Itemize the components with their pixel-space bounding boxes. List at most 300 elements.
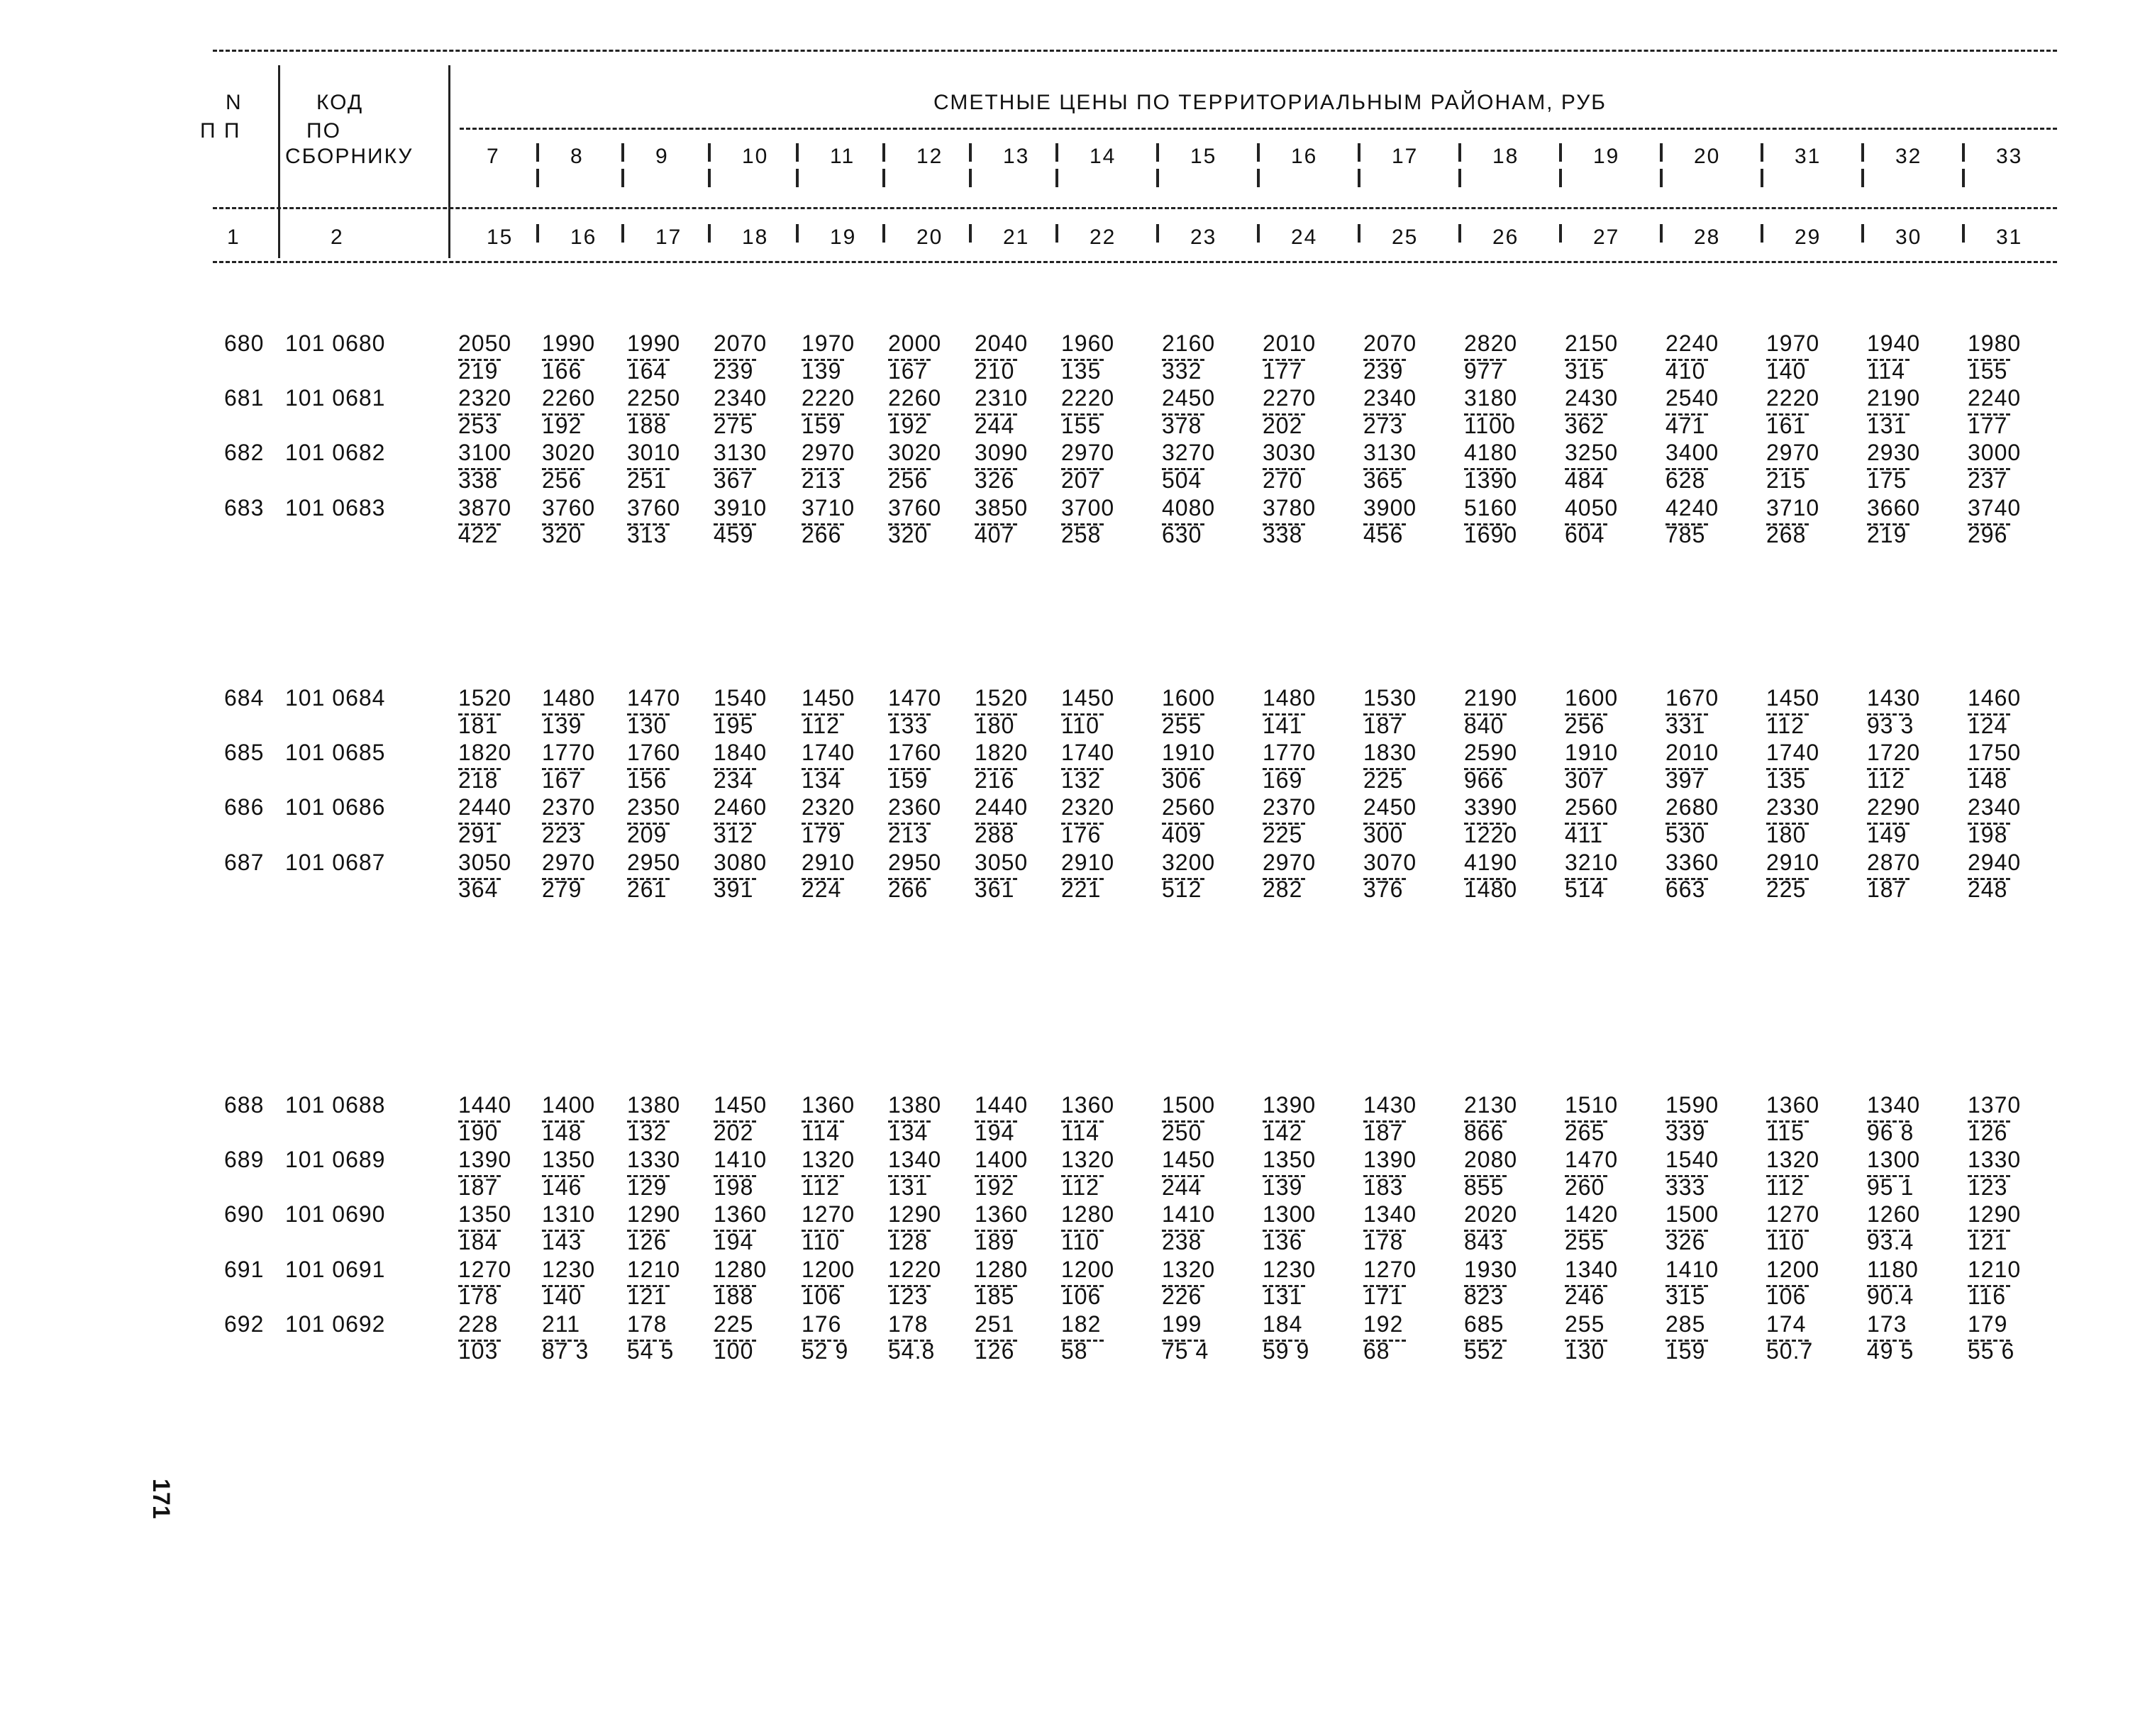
table-cell: 1350: [542, 1147, 596, 1173]
item-number: 687: [224, 849, 265, 875]
table-cell: 139: [542, 712, 582, 738]
table-cell: 2150: [1565, 330, 1619, 356]
header-cell-divider: [1055, 143, 1058, 162]
table-cell: 114: [802, 1119, 841, 1145]
district-label-31: 31: [1795, 145, 1822, 168]
column-number-17: 17: [655, 226, 682, 249]
table-cell: 1530: [1363, 685, 1417, 711]
table-cell: 3000: [1968, 440, 2022, 466]
table-cell: 59 9: [1263, 1338, 1310, 1364]
table-cell: 210: [975, 357, 1015, 384]
column-number-29: 29: [1795, 226, 1822, 249]
table-cell: 2070: [1363, 330, 1417, 356]
table-cell: 142: [1263, 1119, 1303, 1145]
table-cell: 2130: [1464, 1092, 1518, 1118]
table-cell: 190: [458, 1119, 499, 1145]
header-cell-divider: [1055, 224, 1058, 243]
table-cell: 2360: [888, 794, 942, 820]
table-cell: 215: [1766, 467, 1807, 493]
header-cell-divider: [882, 169, 885, 187]
header-cell-divider: [621, 143, 624, 162]
table-cell: 114: [1061, 1119, 1100, 1145]
table-cell: 159: [802, 412, 842, 438]
table-cell: 93 3: [1867, 712, 1914, 738]
table-cell: 2070: [714, 330, 767, 356]
table-cell: 1270: [458, 1256, 512, 1282]
table-cell: 95 1: [1867, 1174, 1914, 1200]
table-cell: 54.8: [888, 1338, 936, 1364]
table-cell: 1230: [1263, 1256, 1317, 1282]
table-cell: 1350: [458, 1201, 512, 1228]
table-cell: 155: [1061, 412, 1102, 438]
table-cell: 3710: [1766, 494, 1820, 521]
table-cell: 176: [1061, 822, 1102, 847]
table-cell: 552: [1464, 1338, 1504, 1364]
table-cell: 202: [1263, 412, 1303, 438]
header-bottom-rule: [213, 261, 2057, 263]
table-cell: 133: [888, 712, 929, 738]
table-cell: 1320: [1162, 1256, 1216, 1282]
header-cell-divider: [1358, 169, 1360, 187]
header-cell-divider: [1257, 224, 1260, 243]
column-number-18: 18: [742, 226, 769, 249]
table-cell: 362: [1565, 412, 1605, 438]
column-number-30: 30: [1895, 226, 1922, 249]
table-cell: 3760: [542, 494, 596, 521]
table-cell: 338: [1263, 522, 1303, 548]
table-cell: 130: [627, 712, 667, 738]
item-number: 692: [224, 1311, 265, 1337]
table-cell: 300: [1363, 822, 1404, 847]
column-number-22: 22: [1090, 226, 1116, 249]
table-cell: 2190: [1867, 385, 1921, 411]
table-cell: 2220: [1061, 385, 1115, 411]
table-cell: 1280: [975, 1256, 1029, 1282]
table-cell: 218: [458, 767, 499, 793]
table-cell: 194: [714, 1229, 754, 1254]
district-label-19: 19: [1593, 145, 1620, 168]
table-cell: 1970: [1766, 330, 1820, 356]
table-cell: 313: [627, 522, 667, 548]
table-cell: 2560: [1565, 794, 1619, 820]
table-cell: 260: [1565, 1174, 1605, 1200]
table-cell: 110: [1061, 712, 1100, 738]
table-cell: 1290: [888, 1201, 942, 1228]
table-cell: 966: [1464, 767, 1504, 793]
item-code: 101 0686: [285, 794, 386, 820]
table-cell: 2970: [1263, 849, 1317, 875]
table-cell: 219: [458, 357, 499, 384]
table-cell: 315: [1565, 357, 1605, 384]
header-cell-divider: [1458, 224, 1461, 243]
district-label-20: 20: [1694, 145, 1721, 168]
table-cell: 663: [1665, 877, 1706, 903]
table-cell: 855: [1464, 1174, 1504, 1200]
table-cell: 391: [714, 877, 754, 903]
header-cell-divider: [1559, 143, 1562, 162]
table-cell: 228: [458, 1311, 499, 1337]
table-cell: 121: [1968, 1229, 2008, 1254]
table-cell: 173: [1867, 1311, 1907, 1337]
table-cell: 213: [802, 467, 842, 493]
col-po-label: ПО: [306, 119, 341, 143]
table-cell: 166: [542, 357, 582, 384]
table-cell: 3080: [714, 849, 767, 875]
header-cell-divider: [1257, 143, 1260, 162]
table-cell: 1480: [542, 685, 596, 711]
table-cell: 2970: [542, 849, 596, 875]
table-cell: 456: [1363, 522, 1404, 548]
table-cell: 93.4: [1867, 1229, 1914, 1254]
table-cell: 1970: [802, 330, 855, 356]
table-cell: 1740: [802, 740, 855, 766]
district-label-10: 10: [742, 145, 769, 168]
table-cell: 1360: [714, 1201, 767, 1228]
table-cell: 1470: [1565, 1147, 1619, 1173]
table-cell: 1770: [1263, 740, 1317, 766]
table-cell: 1510: [1565, 1092, 1619, 1118]
table-cell: 1340: [1363, 1201, 1417, 1228]
table-cell: 1470: [627, 685, 681, 711]
table-cell: 189: [975, 1229, 1015, 1254]
table-cell: 177: [1968, 412, 2008, 438]
table-cell: 1220: [1464, 822, 1518, 847]
table-cell: 1300: [1867, 1147, 1921, 1173]
table-cell: 628: [1665, 467, 1706, 493]
table-cell: 224: [802, 877, 842, 903]
table-cell: 2220: [802, 385, 855, 411]
district-label-7: 7: [487, 145, 500, 168]
table-cell: 1980: [1968, 330, 2022, 356]
table-cell: 2910: [802, 849, 855, 875]
table-cell: 187: [458, 1174, 499, 1200]
table-cell: 1990: [542, 330, 596, 356]
header-cell-divider: [1660, 169, 1663, 187]
table-cell: 1340: [1867, 1092, 1921, 1118]
district-label-33: 33: [1996, 145, 2023, 168]
table-cell: 3400: [1665, 440, 1719, 466]
table-cell: 3850: [975, 494, 1029, 521]
table-cell: 282: [1263, 877, 1303, 903]
table-cell: 3020: [542, 440, 596, 466]
table-cell: 181: [458, 712, 499, 738]
table-cell: 134: [802, 767, 842, 793]
table-cell: 112: [802, 712, 841, 738]
table-cell: 1760: [888, 740, 942, 766]
header-cell-divider: [1761, 169, 1763, 187]
table-cell: 296: [1968, 522, 2008, 548]
table-cell: 2430: [1565, 385, 1619, 411]
table-cell: 139: [802, 357, 842, 384]
col-sborniku-label: СБОРНИКУ: [285, 145, 414, 168]
table-cell: 1720: [1867, 740, 1921, 766]
table-cell: 2970: [1766, 440, 1820, 466]
district-label-9: 9: [655, 145, 669, 168]
table-cell: 188: [714, 1284, 754, 1310]
table-cell: 112: [802, 1174, 841, 1200]
item-code: 101 0692: [285, 1311, 386, 1337]
table-cell: 1340: [888, 1147, 942, 1173]
table-cell: 977: [1464, 357, 1504, 384]
table-cell: 1960: [1061, 330, 1115, 356]
table-cell: 187: [1363, 712, 1404, 738]
table-cell: 58: [1061, 1338, 1088, 1364]
table-cell: 1820: [975, 740, 1029, 766]
table-cell: 2080: [1464, 1147, 1518, 1173]
header-cell-divider: [1962, 224, 1965, 243]
table-cell: 1990: [627, 330, 681, 356]
table-cell: 378: [1162, 412, 1202, 438]
table-cell: 3700: [1061, 494, 1115, 521]
item-code: 101 0689: [285, 1147, 386, 1173]
table-cell: 192: [975, 1174, 1015, 1200]
table-cell: 331: [1665, 712, 1706, 738]
table-cell: 843: [1464, 1229, 1504, 1254]
table-cell: 1590: [1665, 1092, 1719, 1118]
table-cell: 471: [1665, 412, 1706, 438]
header-cell-divider: [536, 224, 539, 243]
table-cell: 3130: [714, 440, 767, 466]
header-cell-divider: [1559, 224, 1562, 243]
table-cell: 115: [1766, 1119, 1805, 1145]
table-cell: 1450: [1061, 685, 1115, 711]
table-cell: 130: [1565, 1338, 1605, 1364]
table-cell: 211: [542, 1311, 581, 1337]
table-cell: 422: [458, 522, 499, 548]
header-cell-divider: [796, 169, 799, 187]
table-cell: 114: [1867, 357, 1906, 384]
table-cell: 2160: [1162, 330, 1216, 356]
table-cell: 530: [1665, 822, 1706, 847]
table-cell: 3360: [1665, 849, 1719, 875]
table-cell: 1740: [1061, 740, 1115, 766]
table-cell: 2190: [1464, 685, 1518, 711]
table-cell: 273: [1363, 412, 1404, 438]
table-cell: 1330: [1968, 1147, 2022, 1173]
header-divider-1: [278, 65, 280, 258]
table-cell: 121: [627, 1284, 667, 1310]
table-cell: 149: [1867, 822, 1907, 847]
table-cell: 176: [802, 1311, 842, 1337]
item-number: 685: [224, 740, 265, 766]
table-cell: 3900: [1363, 494, 1417, 521]
column-number-19: 19: [830, 226, 857, 249]
table-cell: 504: [1162, 467, 1202, 493]
table-cell: 1750: [1968, 740, 2022, 766]
column-number-26: 26: [1492, 226, 1519, 249]
table-cell: 106: [802, 1284, 842, 1310]
table-cell: 123: [1968, 1174, 2008, 1200]
table-cell: 141: [1263, 712, 1303, 738]
table-cell: 1910: [1565, 740, 1619, 766]
table-cell: 2010: [1263, 330, 1317, 356]
table-cell: 306: [1162, 767, 1202, 793]
table-cell: 1910: [1162, 740, 1216, 766]
header-cell-divider: [1257, 169, 1260, 187]
table-cell: 103: [458, 1338, 499, 1364]
table-cell: 244: [975, 412, 1015, 438]
table-cell: 3710: [802, 494, 855, 521]
table-cell: 4240: [1665, 494, 1719, 521]
table-cell: 840: [1464, 712, 1504, 738]
item-number: 680: [224, 330, 265, 356]
table-cell: 2440: [458, 794, 512, 820]
table-cell: 246: [1565, 1284, 1605, 1310]
table-cell: 411: [1565, 822, 1604, 847]
column-number-15: 15: [487, 226, 514, 249]
table-cell: 2240: [1665, 330, 1719, 356]
table-cell: 251: [975, 1311, 1015, 1337]
table-cell: 2250: [627, 385, 681, 411]
table-cell: 1390: [1363, 1147, 1417, 1173]
header-cell-divider: [1458, 169, 1461, 187]
table-cell: 2320: [1061, 794, 1115, 820]
table-cell: 179: [1968, 1311, 2008, 1337]
table-cell: 1670: [1665, 685, 1719, 711]
table-cell: 364: [458, 877, 499, 903]
table-cell: 1500: [1665, 1201, 1719, 1228]
table-cell: 1440: [975, 1092, 1029, 1118]
table-cell: 253: [458, 412, 499, 438]
table-cell: 2560: [1162, 794, 1216, 820]
table-cell: 2870: [1867, 849, 1921, 875]
num-row-1: 1: [227, 226, 240, 249]
col-n-label: N: [226, 91, 243, 114]
table-cell: 1360: [802, 1092, 855, 1118]
table-cell: 459: [714, 522, 754, 548]
table-cell: 2240: [1968, 385, 2022, 411]
header-cell-divider: [708, 143, 711, 162]
table-cell: 1210: [1968, 1256, 2022, 1282]
table-cell: 1770: [542, 740, 596, 766]
table-cell: 266: [802, 522, 842, 548]
table-cell: 2930: [1867, 440, 1921, 466]
table-cell: 2450: [1363, 794, 1417, 820]
table-cell: 1760: [627, 740, 681, 766]
table-cell: 55 6: [1968, 1338, 2015, 1364]
table-cell: 2020: [1464, 1201, 1518, 1228]
column-number-31: 31: [1996, 226, 2023, 249]
table-cell: 87 3: [542, 1338, 589, 1364]
table-cell: 126: [627, 1229, 667, 1254]
table-cell: 333: [1665, 1174, 1706, 1200]
table-cell: 188: [627, 412, 667, 438]
table-cell: 106: [1766, 1284, 1807, 1310]
table-cell: 3270: [1162, 440, 1216, 466]
table-cell: 178: [1363, 1229, 1404, 1254]
table-cell: 124: [1968, 712, 2008, 738]
table-cell: 1430: [1867, 685, 1921, 711]
table-cell: 225: [1363, 767, 1404, 793]
table-cell: 1360: [975, 1201, 1029, 1228]
table-cell: 2910: [1061, 849, 1115, 875]
table-cell: 1830: [1363, 740, 1417, 766]
item-number: 689: [224, 1147, 265, 1173]
table-cell: 1390: [1263, 1092, 1317, 1118]
column-number-20: 20: [916, 226, 943, 249]
table-cell: 159: [1665, 1338, 1706, 1364]
table-cell: 3090: [975, 440, 1029, 466]
table-cell: 320: [542, 522, 582, 548]
item-code: 101 0691: [285, 1256, 386, 1282]
table-cell: 183: [1363, 1174, 1404, 1200]
column-number-27: 27: [1593, 226, 1620, 249]
table-cell: 3200: [1162, 849, 1216, 875]
table-cell: 3870: [458, 494, 512, 521]
table-cell: 514: [1565, 877, 1605, 903]
header-cell-divider: [1861, 169, 1864, 187]
header-cell-divider: [1156, 169, 1159, 187]
table-cell: 1200: [1061, 1256, 1115, 1282]
num-row-2: 2: [331, 226, 344, 249]
header-cell-divider: [1861, 224, 1864, 243]
table-cell: 4050: [1565, 494, 1619, 521]
table-cell: 307: [1565, 767, 1605, 793]
table-cell: 209: [627, 822, 667, 847]
item-number: 691: [224, 1256, 265, 1282]
table-cell: 2270: [1263, 385, 1317, 411]
table-cell: 1450: [1162, 1147, 1216, 1173]
table-cell: 96 8: [1867, 1119, 1914, 1145]
table-cell: 132: [627, 1119, 667, 1145]
table-cell: 1930: [1464, 1256, 1518, 1282]
table-cell: 1100: [1464, 412, 1516, 438]
column-number-21: 21: [1003, 226, 1030, 249]
table-cell: 221: [1061, 877, 1102, 903]
table-cell: 275: [714, 412, 754, 438]
item-number: 682: [224, 440, 265, 466]
table-cell: 1450: [802, 685, 855, 711]
table-cell: 2970: [802, 440, 855, 466]
table-cell: 3100: [458, 440, 512, 466]
table-cell: 134: [888, 1119, 929, 1145]
table-cell: 1330: [627, 1147, 681, 1173]
table-cell: 126: [1968, 1119, 2008, 1145]
table-cell: 126: [975, 1338, 1015, 1364]
table-cell: 4180: [1464, 440, 1518, 466]
table-cell: 1430: [1363, 1092, 1417, 1118]
table-cell: 1410: [1665, 1256, 1719, 1282]
table-cell: 2590: [1464, 740, 1518, 766]
table-cell: 2310: [975, 385, 1029, 411]
table-cell: 1400: [542, 1092, 596, 1118]
table-cell: 2040: [975, 330, 1029, 356]
table-cell: 1270: [802, 1201, 855, 1228]
table-cell: 207: [1061, 467, 1102, 493]
table-cell: 192: [542, 412, 582, 438]
district-label-18: 18: [1492, 145, 1519, 168]
table-cell: 288: [975, 822, 1015, 847]
table-cell: 129: [627, 1174, 667, 1200]
table-cell: 1300: [1263, 1201, 1317, 1228]
table-cell: 1290: [627, 1201, 681, 1228]
table-cell: 2320: [458, 385, 512, 411]
header-cell-divider: [1962, 169, 1965, 187]
header-cell-divider: [969, 143, 972, 162]
table-cell: 132: [1061, 767, 1102, 793]
table-cell: 361: [975, 877, 1015, 903]
table-cell: 239: [714, 357, 754, 384]
table-cell: 2010: [1665, 740, 1719, 766]
column-number-24: 24: [1291, 226, 1318, 249]
table-cell: 2340: [1968, 794, 2022, 820]
table-cell: 265: [1565, 1119, 1605, 1145]
table-cell: 180: [975, 712, 1015, 738]
item-code: 101 0680: [285, 330, 386, 356]
table-cell: 2260: [542, 385, 596, 411]
table-cell: 195: [714, 712, 754, 738]
table-cell: 1210: [627, 1256, 681, 1282]
